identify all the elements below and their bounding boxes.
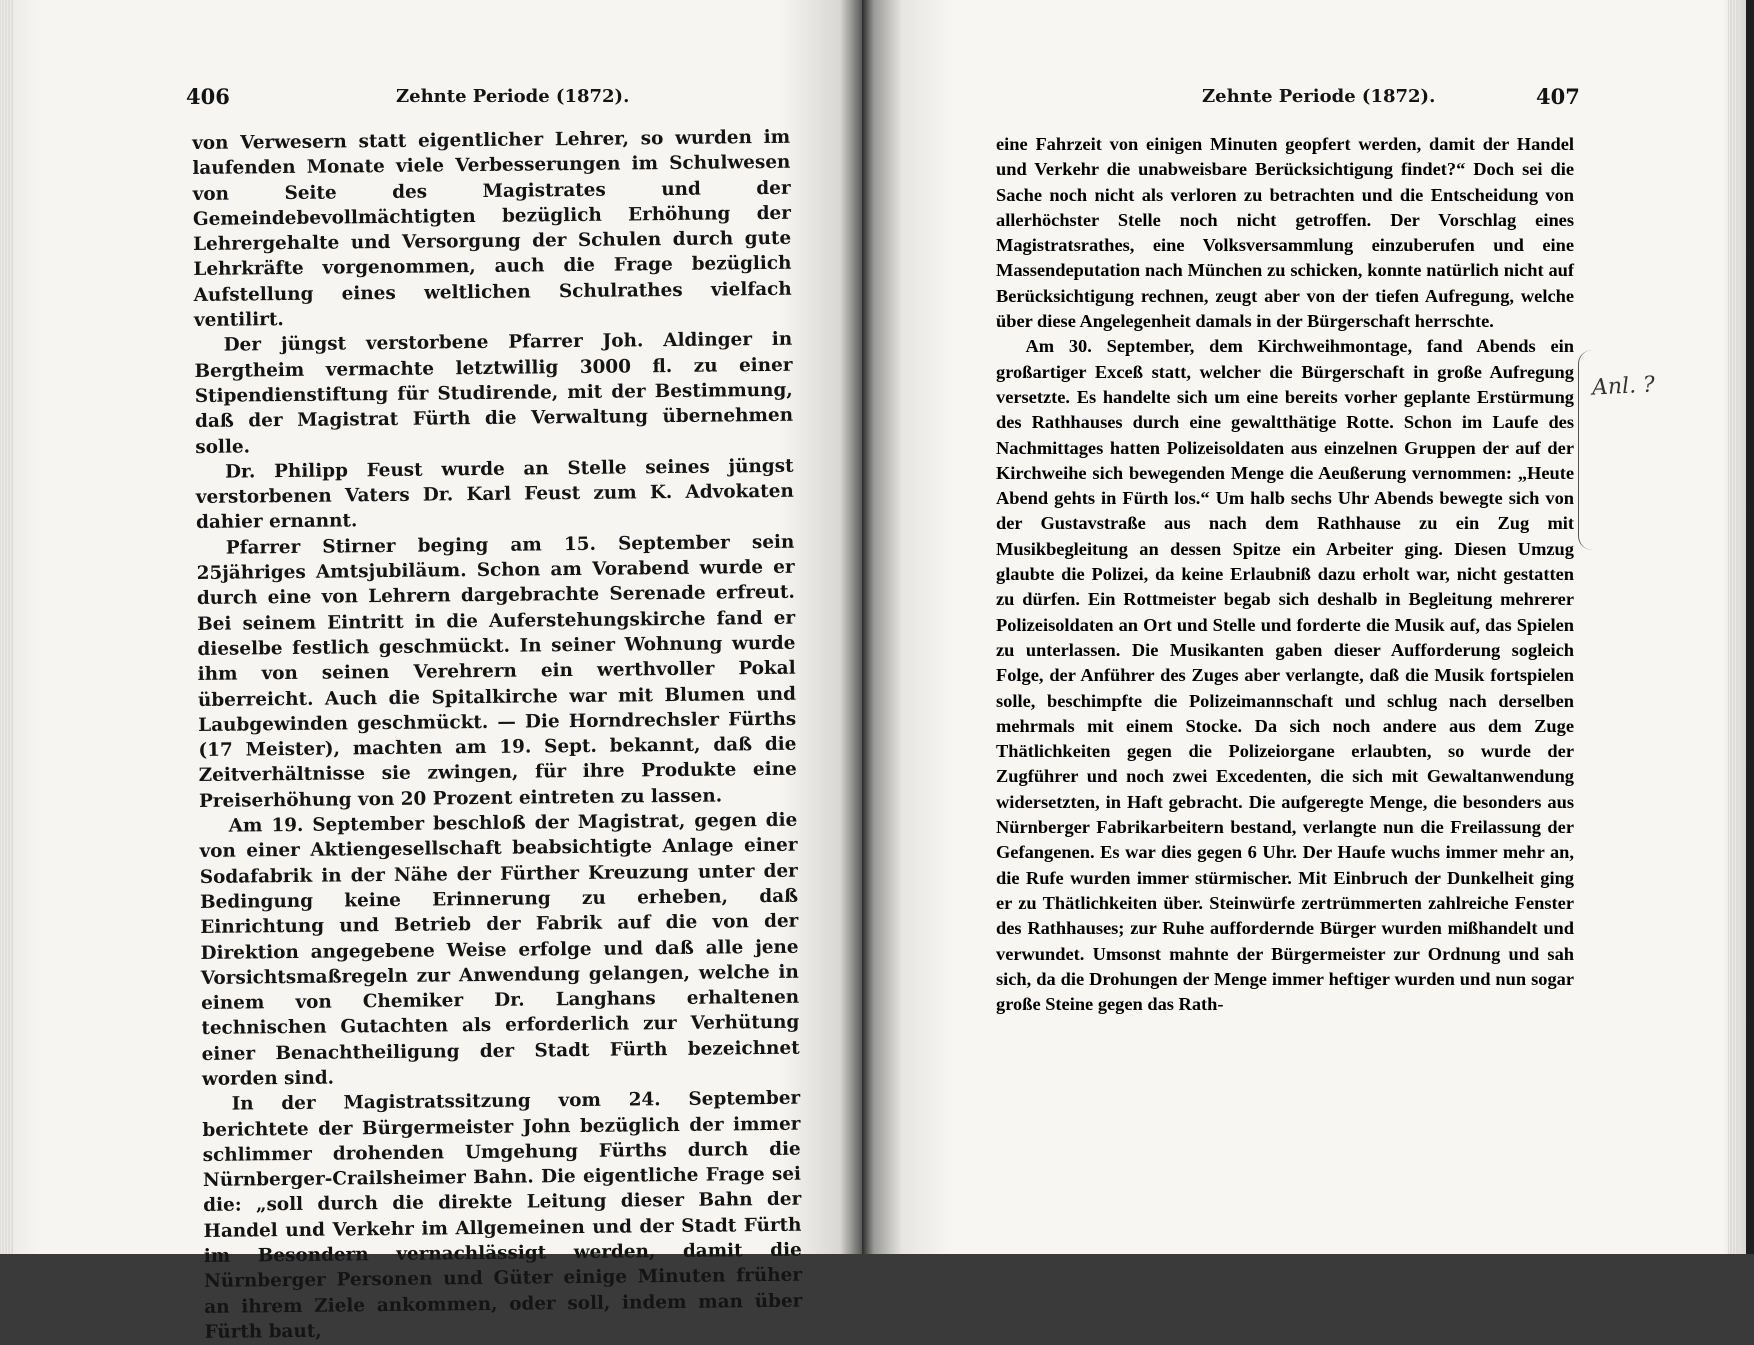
left-paragraph-1: von Verwesern statt eigentlicher Lehrer, so wurden im laufenden Monate viele Verbesserungen im Schulwesen von Seite des Magistrates und der Gemeindebevollmächtigten bezüglich Erhöhung der Lehrergehalte und Versorgung der Schulen durch gute Lehrkräfte vorgenommen, auch die Frage bezüglich Aufstellung eines weltlichen Schulrathes vielfach ventilirt. [192,126,792,332]
left-page [0,0,862,1343]
right-page-body [996,132,1574,1017]
right-running-header: Zehnte Periode (1872). [1202,86,1436,107]
right-paragraph-1: eine Fahrzeit von einigen Minuten geopfert werden, damit der Handel und Verkehr die unabweisbare Berücksichtigung findet?“ Doch sei die Sache noch nicht als verloren zu betrachten und die Entscheidung von allerhöchster Stelle noch nicht getroffen. Der Vorschlag eines Magistratsrathes, eine Volksversammlung einzuberufen und eine Massendeputation nach München zu schicken, konnte natürlich nicht auf Berücksichtigung rechnen, zeugt aber von der tiefen Aufregung, welche über diese Angelegenheit damals in der Bürgerschaft herrschte. [996,134,1574,332]
right-page-number: 407 [1536,84,1580,109]
left-page-number: 406 [186,84,230,109]
right-page-edge [1728,0,1738,1254]
handwritten-margin-note: Anl. ? [1591,372,1656,401]
left-paragraph-3: Dr. Philipp Feust wurde an Stelle seines jüngst verstorbenen Vaters Dr. Karl Feust zum K. Advokaten dahier ernannt. [195,455,794,534]
left-paragraph-6: In der Magistratssitzung vom 24. September berichtete der Bürgermeister John bezüglich der immer schlimmer drohenden Umgehung Fürths durch die Nürnberger-Crailsheimer Bahn. Die eigentliche Frage sei die: „soll durch die direkte Leitung dieser Bahn der Handel und Verkehr im Allgemeinen und der Stadt Fürth im Besondern vernachlässigt werden, damit die Nürnberger Personen und Güter einige Minuten früher an ihrem Ziele ankommen, oder soll, indem man über Fürth baut, [202,1087,803,1343]
left-paragraph-5: Am 19. September beschloß der Magistrat, gegen die von einer Aktiengesellschaft beabsichtigte Anlage einer Sodafabrik in der Nähe der Fürther Kreuzung unter der Bedingung keine Erinnerung zu erheben, daß Einrichtung und Betrieb der Fabrik auf die von der Direktion angegebene Weise erfolge und daß alle jene Vorsichtsmaßregeln zur Anwendung gelangen, welche in einem von Chemiker Dr. Langhans erhaltenen technischen Gutachten als erforderlich zur Verhütung einer Benachtheiligung der Stadt Fürth bezeichnet worden sind. [199,809,800,1090]
left-running-header: Zehnte Periode (1872). [396,86,630,107]
left-paragraph-4: Pfarrer Stirner beging am 15. September sein 25jähriges Amtsjubiläum. Schon am Vorabend wurde er durch eine von Lehrern dargebrachte Serenade erfreut. Bei seinem Eintritt in die Auferstehungskirche fand er dieselbe festlich geschmückt. In seiner Wohnung wurde ihm von seinen Verehrern ein werthvoller Pokal überreicht. Auch die Spitalkirche war mit Blumen und Laubgewinden geschmückt. — Die Horndrechsler Fürths (17 Meister), machten am 19. Sept. bekannt, daß die Zeitverhältnisse sie zwingen, für ihre Produkte eine Preiserhöhung von 20 Prozent eintreten zu lassen. [196,531,797,812]
left-page-edge [0,0,14,1254]
right-paragraph-2: Am 30. September, dem Kirchweihmontage, fand Abends ein großartiger Exceß statt, welcher die Bürgerschaft in große Aufregung versetzte. Es handelte sich um eine bereits vorher geplante Erstürmung des Rathhauses durch eine gewaltthätige Rotte. Schon im Laufe des Nachmittages hatten Polizeisoldaten aus einzelnen Gruppen der auf der Kirchweihe sich bewegenden Menge die Aeußerung vernommen: „Heute Abend gehts in Fürth los.“ Um halb sechs Uhr Abends bewegte sich von der Gustavstraße aus nach dem Rathhause zu ein Zug mit Musikbegleitung an dessen Spitze ein Arbeiter ging. Diesen Umzug glaubte die Polizei, da keine Erlaubniß dazu erholt war, nicht gestatten zu dürfen. Ein Rottmeister begab sich deshalb in Begleitung mehrerer Polizeisoldaten an Ort und Stelle und forderte die Musik auf, das Spielen zu unterlassen. Die Musikanten gaben dieser Aufforderung sogleich Folge, der Anführer des Zuges aber verlangte, daß die Musik fortspielen solle, beschimpfte die Polizeimannschaft und schlug nach derselben mehrmals mit einem Stocke. Da sich noch andere aus dem Zuge Thätlichkeiten gegen die Polizeiorgane erlaubten, so wurde der Zugführer und noch zwei Excedenten, die sich mit Gewaltanwendung widersetzten, in Haft gebracht. Die aufgeregte Menge, die besonders aus Nürnberger Fabrikarbeitern bestand, verlangte nun die Freilassung der Gefangenen. Es war dies gegen 6 Uhr. Der Haufe wuchs immer mehr an, die Rufe wurden immer stürmischer. Mit Einbruch der Dunkelheit ging er zu Thätlichkeiten über. Steinwürfe zertrümmerten zahlreiche Fenster des Rathhauses; zur Ruhe auffordernde Bürger wurden mißhandelt und verwundet. Umsonst mahnte der Bürgermeister zur Ordnung und sah sich, da die Drohungen der Menge immer heftiger wurden und nun sogar große Steine gegen das Rath- [996,336,1574,1015]
left-paragraph-2: Der jüngst verstorbene Pfarrer Joh. Aldinger in Bergtheim vermachte letztwillig 3000 fl. zu einer Stipendienstiftung für Studirende, mit der Bestimmung, daß der Magistrat Fürth die Verwaltung übernehmen solle. [194,329,794,458]
left-page-body [192,125,803,1345]
